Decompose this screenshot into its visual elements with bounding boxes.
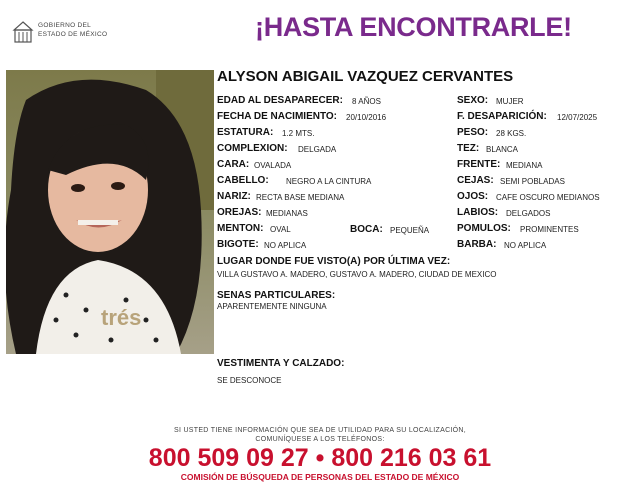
field-label-lips: LABIOS: bbox=[457, 207, 499, 218]
field-label-eyebrows: CEJAS: bbox=[457, 175, 494, 186]
field-value-hair: NEGRO A LA CINTURA bbox=[286, 177, 372, 186]
footer-note-line2: COMUNÍQUESE A LOS TELÉFONOS: bbox=[255, 436, 385, 443]
field-value-disappearance-date: 12/07/2025 bbox=[557, 113, 598, 122]
clothing-label: VESTIMENTA Y CALZADO: bbox=[217, 358, 345, 369]
field-value-age: 8 AÑOS bbox=[352, 97, 381, 106]
field-label-disappearance-date: F. DESAPARICIÓN: bbox=[457, 111, 547, 122]
field-value-eyes: CAFE OSCURO MEDIANOS bbox=[496, 193, 600, 202]
field-label-eyes: OJOS: bbox=[457, 191, 489, 202]
field-value-forehead: MEDIANA bbox=[506, 161, 543, 170]
logo-line1: GOBIERNO DEL bbox=[38, 22, 92, 29]
field-label-ears: OREJAS: bbox=[217, 207, 262, 218]
footer-note-line1: SI USTED TIENE INFORMACIÓN QUE SEA DE UTILIDAD PARA SU LOCALIZACIÓN, bbox=[173, 427, 467, 434]
person-name: ALYSON ABIGAIL VAZQUEZ CERVANTES bbox=[217, 68, 514, 85]
field-value-cheekbones: PROMINENTES bbox=[520, 225, 579, 234]
logo-text bbox=[38, 22, 107, 39]
last-seen-value: VILLA GUSTAVO A. MADERO, GUSTAVO A. MADERO, CIUDAD DE MEXICO bbox=[217, 270, 497, 279]
field-label-forehead: FRENTE: bbox=[457, 159, 501, 170]
shirt-print: trés bbox=[101, 305, 142, 330]
field-value-mouth: PEQUEÑA bbox=[390, 226, 430, 235]
field-value-chin: OVAL bbox=[270, 225, 291, 234]
field-value-nose: RECTA BASE MEDIANA bbox=[256, 193, 345, 202]
field-label-weight: PESO: bbox=[457, 127, 489, 138]
headline: ¡HASTA ENCONTRARLE! bbox=[255, 12, 572, 42]
field-label-beard: BARBA: bbox=[457, 239, 497, 250]
field-label-cheekbones: POMULOS: bbox=[457, 223, 511, 234]
field-value-mustache: NO APLICA bbox=[264, 241, 307, 250]
field-label-build: COMPLEXION: bbox=[217, 143, 288, 154]
field-value-sex: MUJER bbox=[496, 97, 524, 106]
logo-line2: ESTADO DE MÉXICO bbox=[38, 30, 108, 38]
field-value-complexion: BLANCA bbox=[486, 145, 519, 154]
field-value-height: 1.2 MTS. bbox=[282, 129, 315, 138]
field-label-age: EDAD AL DESAPARECER: bbox=[217, 95, 343, 106]
field-label-hair: CABELLO: bbox=[217, 175, 269, 186]
field-label-height: ESTATURA: bbox=[217, 127, 274, 138]
clothing-value: SE DESCONOCE bbox=[217, 376, 282, 385]
phone-numbers[interactable]: 800 509 09 27 • 800 216 03 61 bbox=[148, 444, 492, 472]
field-label-mustache: BIGOTE: bbox=[217, 239, 259, 250]
field-label-complexion: TEZ: bbox=[457, 143, 480, 154]
field-value-eyebrows: SEMI POBLADAS bbox=[500, 177, 565, 186]
field-value-weight: 28 KGS. bbox=[496, 129, 527, 138]
field-label-birthdate: FECHA DE NACIMIENTO: bbox=[217, 111, 337, 122]
missing-person-photo bbox=[6, 70, 214, 354]
state-emblem-icon bbox=[12, 20, 34, 44]
last-seen-label: LUGAR DONDE FUE VISTO(A) POR ÚLTIMA VEZ: bbox=[217, 256, 451, 267]
field-value-ears: MEDIANAS bbox=[266, 209, 308, 218]
field-label-chin: MENTON: bbox=[217, 223, 264, 234]
commission-name: COMISIÓN DE BÚSQUEDA DE PERSONAS DEL ESTADO DE MÉXICO bbox=[180, 472, 460, 482]
particular-marks-label: SENAS PARTICULARES: bbox=[217, 290, 336, 301]
field-label-face: CARA: bbox=[217, 159, 250, 170]
field-value-beard: NO APLICA bbox=[504, 241, 547, 250]
field-value-build: DELGADA bbox=[298, 145, 337, 154]
field-label-mouth: BOCA: bbox=[350, 224, 383, 235]
field-value-face: OVALADA bbox=[254, 161, 292, 170]
field-value-birthdate: 20/10/2016 bbox=[346, 113, 387, 122]
field-label-sex: SEXO: bbox=[457, 95, 489, 106]
government-logo bbox=[12, 20, 122, 46]
particular-marks-value: APARENTEMENTE NINGUNA bbox=[217, 302, 327, 311]
field-label-nose: NARIZ: bbox=[217, 191, 251, 202]
field-value-lips: DELGADOS bbox=[506, 209, 551, 218]
